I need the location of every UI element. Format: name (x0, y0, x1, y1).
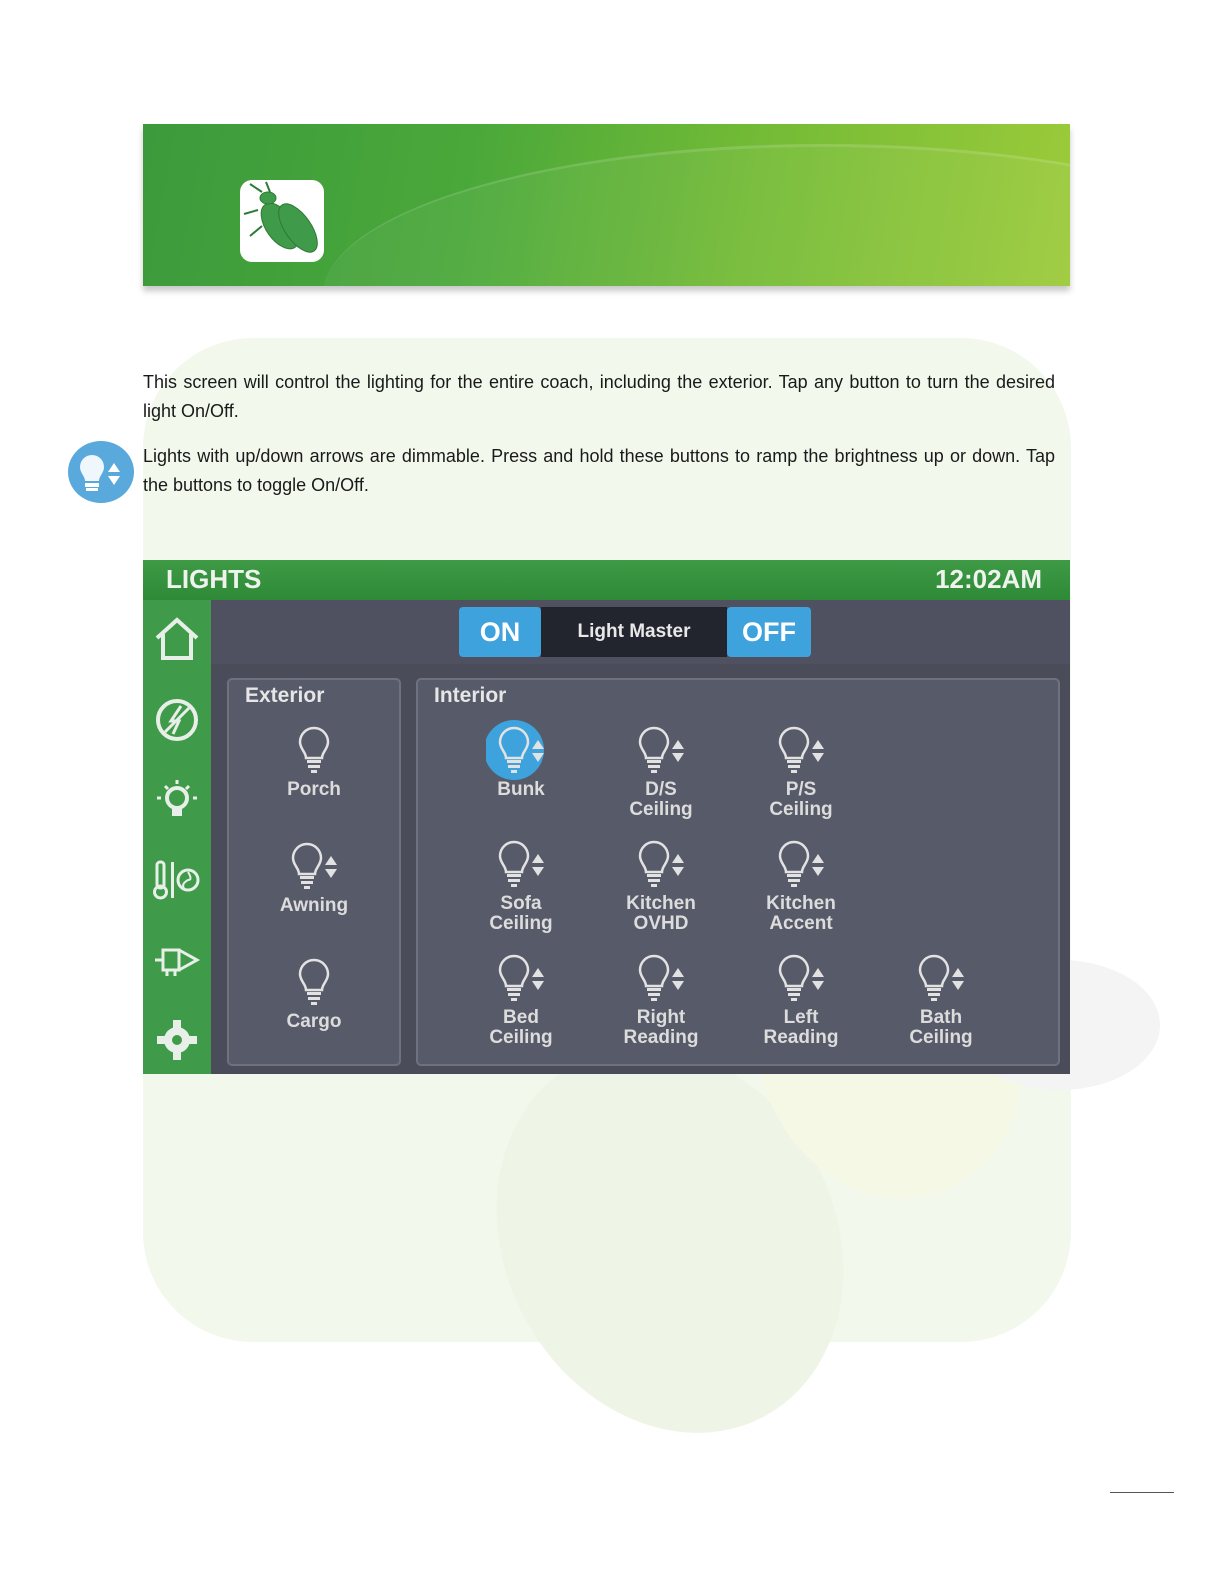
light-button-bed-ceiling[interactable] (456, 948, 586, 1048)
dimmable-bulb-icon (486, 720, 556, 782)
light-label: Cargo (286, 1011, 342, 1032)
light-button-bunk[interactable] (456, 720, 586, 800)
dimmable-bulb-icon (626, 834, 696, 896)
light-button-kitchen-accent[interactable] (736, 834, 866, 934)
settings-icon[interactable] (151, 1014, 203, 1066)
light-label: Ceiling (769, 799, 833, 820)
light-label: Accent (769, 913, 833, 934)
light-label: Kitchen (626, 893, 696, 914)
light-button-sofa-ceiling[interactable] (456, 834, 586, 934)
climate-icon[interactable] (151, 854, 203, 906)
dimmable-bulb-icon (766, 948, 836, 1010)
dimmable-bulb-icon (626, 720, 696, 782)
dimmable-bulb-icon (766, 834, 836, 896)
light-button-left-reading[interactable] (736, 948, 866, 1048)
dimmable-bulb-icon (766, 720, 836, 782)
light-label: Right (636, 1007, 686, 1028)
slide-icon[interactable] (151, 934, 203, 986)
dimmable-bulb-icon (279, 836, 349, 898)
dimmable-bulb-icon (486, 834, 556, 896)
light-button-porch[interactable] (249, 720, 379, 800)
light-button-cargo[interactable] (249, 952, 379, 1032)
light-button-d-s-ceiling[interactable] (596, 720, 726, 820)
light-label: Ceiling (489, 1027, 553, 1048)
light-button-bath-ceiling[interactable] (876, 948, 1006, 1048)
exterior-title: Exterior (245, 684, 325, 707)
light-label: Reading (763, 1027, 839, 1048)
light-label: Bath (919, 1007, 963, 1028)
light-label: Reading (623, 1027, 699, 1048)
power-icon[interactable] (151, 694, 203, 746)
interior-title: Interior (434, 684, 507, 707)
sidebar (143, 600, 211, 1074)
screen-titlebar (143, 560, 1070, 600)
light-label: Bed (503, 1007, 539, 1028)
intro-paragraph-2: Lights with up/down arrows are dimmable. Press and hold these buttons to ramp the brightness up or down. Tap the buttons to toggle On/Off. (143, 446, 1055, 495)
dimmable-bulb-icon (68, 441, 134, 503)
screen-title: LIGHTS (166, 564, 262, 594)
light-button-p-s-ceiling[interactable] (736, 720, 866, 820)
lights-icon[interactable] (151, 774, 203, 826)
clock: 12:02AM (935, 564, 1042, 594)
light-label: Ceiling (629, 799, 693, 820)
light-master-bar (211, 600, 1070, 664)
home-icon[interactable] (151, 614, 203, 666)
interior-panel (416, 678, 1060, 1066)
lights-screen (143, 560, 1070, 1074)
light-label: Ceiling (909, 1027, 973, 1048)
light-master-label: Light Master (541, 607, 727, 657)
light-label: Ceiling (489, 913, 553, 934)
header-banner (143, 124, 1070, 286)
exterior-panel (227, 678, 401, 1066)
light-master-off-button[interactable]: OFF (727, 607, 811, 657)
bulb-icon (279, 720, 349, 782)
firefly-icon (240, 180, 324, 262)
light-label: Sofa (500, 893, 542, 914)
light-master-on-button[interactable]: ON (459, 607, 541, 657)
light-label: Porch (287, 779, 341, 800)
light-label: D/S (645, 779, 677, 800)
light-button-kitchen-ovhd[interactable] (596, 834, 726, 934)
banner-swoosh (323, 144, 1070, 286)
light-button-right-reading[interactable] (596, 948, 726, 1048)
light-label: Awning (279, 895, 349, 916)
dimmable-bulb-icon (906, 948, 976, 1010)
dimmable-bulb-icon (626, 948, 696, 1010)
dimmable-bulb-icon (486, 948, 556, 1010)
light-label: P/S (785, 779, 817, 800)
light-label: OVHD (633, 913, 689, 934)
bulb-icon (279, 952, 349, 1014)
intro-paragraph-1: This screen will control the lighting for the entire coach, including the exterior. Tap any button to turn the desired light On/Off. (143, 372, 1055, 421)
light-button-awning[interactable] (249, 836, 379, 916)
light-label: Bunk (497, 779, 545, 800)
light-label: Kitchen (766, 893, 836, 914)
page-footer-rule (1110, 1492, 1174, 1493)
light-label: Left (783, 1007, 819, 1028)
